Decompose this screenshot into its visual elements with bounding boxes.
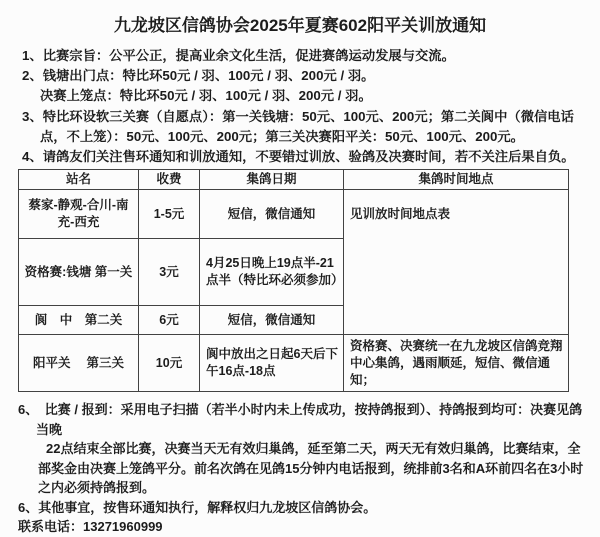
rule-three-stage-race: 3、特比环设软三关赛（自愿点）：第一关钱塘：50元、100元、200元；第二关阆中（微信电话点，不上笼）：50元、100元、200元；第三关决赛阳平关：50元、100元、200元。 (22, 108, 574, 144)
rule-qiantang-exit-point: 2、钱塘出门点：特比环50元 / 羽、100元 / 羽、200元 / 羽。 (22, 68, 375, 84)
rules-section (0, 46, 600, 167)
station-cell: 蔡家-静观-合川-南充-西充 (19, 190, 139, 239)
date-cell: 4月25日晚上19点半-21点半（特比环必须参加） (200, 239, 344, 306)
fee-cell: 6元 (139, 306, 200, 335)
rule-race-purpose: 1、比赛宗旨：公平公正，提高业余文化生活，促进赛鸽运动发展与交流。 (22, 48, 455, 63)
table-row (19, 190, 569, 239)
fee-cell: 10元 (139, 335, 200, 392)
rule-other-matters: 6、其他事宜，按售环通知执行，解释权归九龙坡区信鸽协会。 (18, 499, 377, 515)
table-header-row (19, 170, 569, 190)
column-header-station: 站名 (19, 170, 139, 190)
pigeon-collection-table (18, 169, 569, 392)
date-cell: 阆中放出之日起6天后下午16点-18点 (200, 335, 344, 392)
rule-race-checkin: 6、 比赛 / 报到：采用电子扫描（若半小时内未上传成功，按持鸽报到）、持鸽报到均可：决赛见鸽当晚 (18, 402, 583, 437)
rule-final-basket-point: 决赛上笼点：特比环50元 / 羽、100元 / 羽、200元 / 羽。 (40, 88, 372, 104)
column-header-fee: 收费 (139, 170, 200, 190)
station-cell: 阆 中 第二关 (19, 306, 139, 335)
final-location-note-cell: 资格赛、决赛统一在九龙坡区信鸽竞翔中心集鸽，遇雨顺延，短信、微信通知； (344, 335, 569, 392)
column-header-collection-date: 集鸽日期 (200, 170, 344, 190)
station-cell: 资格赛:钱塘 第一关 (19, 239, 139, 306)
column-header-collection-time-place: 集鸽时间地点 (344, 170, 569, 190)
rule-race-end-conditions: 22点结束全部比赛，决赛当天无有效归巢鸽，延至第二天，两天无有效归巢鸽，比赛结束，全部奖金由决赛上笼鸽平分。前名次鸽在见鸽15分钟内电话报到，统排前3名和A环前四名在3小时之内必须持鸽报到。 (38, 441, 584, 496)
date-cell: 短信，微信通知 (200, 190, 344, 239)
rule-notice-attention: 4、请鸽友们关注售环通知和训放通知，不要错过训放、验鸽及决赛时间，若不关注后果自负。 (22, 149, 575, 165)
fee-cell: 1-5元 (139, 190, 200, 239)
table-row (19, 335, 569, 392)
location-note-cell: 见训放时间地点表 (344, 190, 569, 335)
date-cell: 短信，微信通知 (200, 306, 344, 335)
station-cell: 阳平关 第三关 (19, 335, 139, 392)
contact-phone: 联系电话：13271960999 (18, 519, 163, 535)
footer-section (0, 400, 600, 537)
page-title: 九龙坡区信鸽协会2025年夏赛602阳平关训放通知 (113, 16, 487, 35)
fee-cell: 3元 (139, 239, 200, 306)
